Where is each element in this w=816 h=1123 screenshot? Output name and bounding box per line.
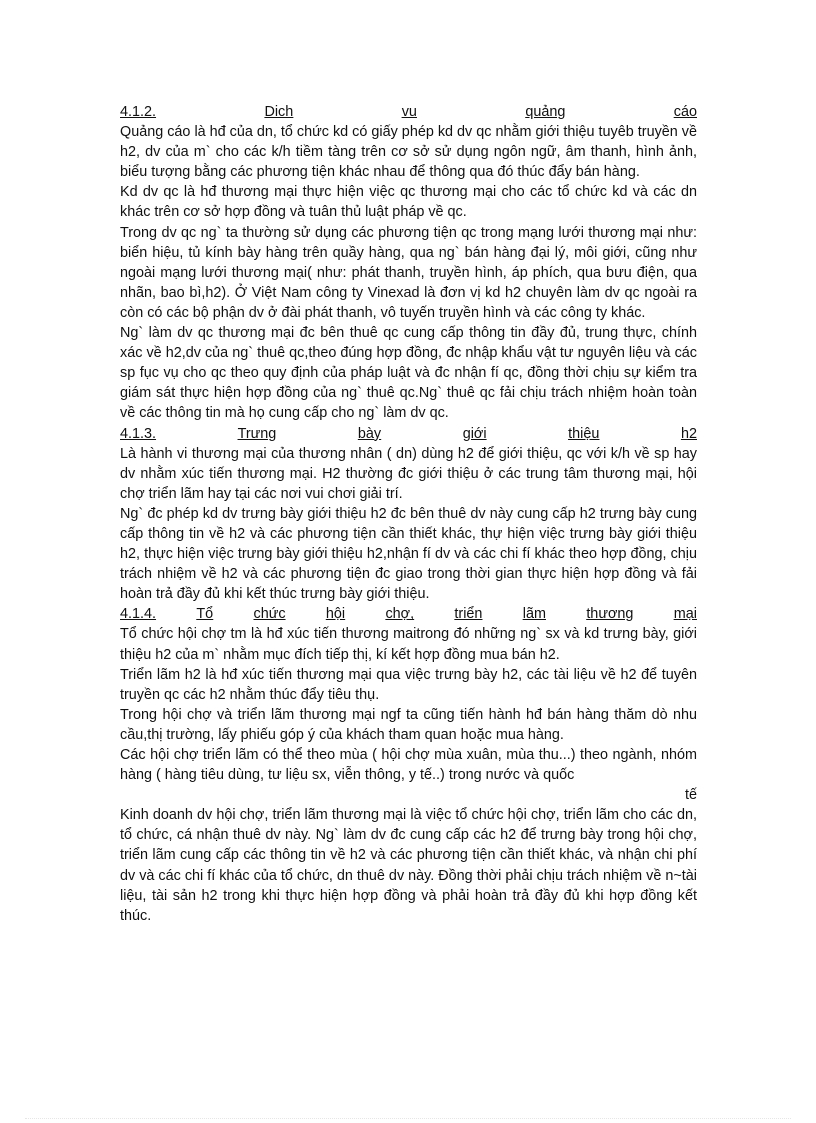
paragraph: Các hội chợ triển lãm có thể theo mùa ( hội chợ mùa xuân, mùa thu...) theo ngành, nhóm hàng ( hàng tiêu dùng, tư liệu sx, viễn thông, y tế..) trong nước và quốc <box>120 747 697 784</box>
paragraph: Trong dv qc ng` ta thường sử dụng các phương tiện qc trong mạng lưới thương mại như: biển hiệu, tủ kính bày hàng trên quầy hàng, qua ng` bán hàng đại lý, môi giới, cũng như ngoài mạng lưới thương mại( như: phát thanh, truyền hình, áp phích, qua bưu điện, qua nhãn, bao bì,h2). Ở Việt Nam công ty Vinexad là đơn vị kd h2 chuyên làm dv qc ngoài ra còn có các bộ phận dv ở đài phát thanh, vô tuyến truyền hình và các công ty khác. <box>120 224 697 321</box>
paragraph: Quảng cáo là hđ của dn, tổ chức kd có giấy phép kd dv qc nhằm giới thiệu tuyêb truyền về h2, dv của m` cho các k/h tiềm tàng trên cơ sở sử dụng ngôn ngữ, âm thanh, hình ảnh, biểu tượng bằng các phương tiện khác nhau để thông qua đó thúc đẩy bán hàng. <box>120 124 697 181</box>
heading-word: Trưng <box>237 425 277 442</box>
heading-word: 4.1.4. <box>120 606 157 623</box>
heading-word: Dich <box>264 104 294 120</box>
heading-word: chợ, <box>385 606 415 623</box>
paragraph: Kd dv qc là hđ thương mại thực hiện việc qc thương mại cho các tổ chức kd và các dn khác trên cơ sở hợp đồng và tuân thủ luật pháp về qc. <box>120 184 697 221</box>
heading-word: triển <box>454 606 483 623</box>
paragraph: Tổ chức hội chợ tm là hđ xúc tiến thương maitrong đó những ng` sx và kd trưng bày, giới thiệu h2 của m` nhằm mục đích tiếp thị, kí kết hợp đồng mua bán h2. <box>120 626 697 663</box>
heading-word: cáo <box>673 104 697 120</box>
heading-word: hội <box>325 606 346 623</box>
paragraph: Kinh doanh dv hội chợ, triển lãm thương mại là việc tổ chức hội chợ, triển lãm cho các dn, tổ chức, cá nhận thuê dv này. Ng` làm dv đc cung cấp các h2 để trưng bày trong hội chợ, triển lãm cung cấp các thông tin về h2 và các phương tiện cần thiết khác, và nhận chi phí dv và các chi fí khác của tổ chức, dn thuê dv này. Đồng thời phải chịu trách nhiệm về n~tài liệu, tài sản h2 trong khi thực hiện hợp đồng và phải hoàn trả đầy đủ khi hợp đồng kết thúc. <box>120 807 697 924</box>
section-heading-4-1-2 <box>120 102 697 122</box>
section-heading-4-1-4 <box>120 604 697 624</box>
heading-word: 4.1.3. <box>120 425 157 442</box>
heading-word: 4.1.2. <box>120 104 157 120</box>
section-heading-4-1-3 <box>120 424 697 444</box>
paragraph: Triển lãm h2 là hđ xúc tiến thương mại qua việc trưng bày h2, các tài liệu về h2 để tuyên truyền qc các h2 nhằm thúc đẩy tiêu thụ. <box>120 666 697 703</box>
paragraph: Ng` đc phép kd dv trưng bày giới thiệu h2 đc bên thuê dv này cung cấp h2 trưng bày cung cấp thông tin về h2 và các phương tiện cần thiết khác, thự hiện việc trưng bày giới thiệu h2, thực hiện việc trưng bày giới thiệu h2,nhận fí dv và các chi fí khác theo hợp đồng, chịu trách nhiệm về h2 và các phương tiện đc giao trong thời gian thực hiện hợp đồng và fải hoàn trả đầy đủ khi kết thúc trưng bày giới thiệu. <box>120 505 697 603</box>
heading-word: quảng <box>525 104 566 120</box>
document-page <box>120 102 697 926</box>
paragraph: Ng` làm dv qc thương mại đc bên thuê qc cung cấp thông tin đầy đủ, trung thực, chính xác về h2,dv của ng` thuê qc,theo đúng hợp đồng, đc nhập khẩu vật tư nguyên liệu và các sp fục vụ cho qc theo quy định của pháp luật và đc nhận fí qc, đồng thời chịu sự kiểm tra giám sát thực hiện hợp đồng của ng` thuê qc.Ng` thuê qc fải chịu trách nhiệm hoàn toàn về các thông tin mà họ cung cấp cho ng` làm dv qc. <box>120 325 697 422</box>
paragraph: tế <box>684 787 697 804</box>
heading-word: chức <box>253 606 286 623</box>
page-bottom-divider <box>25 1118 791 1119</box>
heading-word: Tổ <box>196 606 214 623</box>
heading-word: lãm <box>522 606 546 623</box>
heading-word: giới <box>462 425 487 442</box>
heading-word: thiệu <box>568 425 600 442</box>
heading-word: mại <box>673 606 697 623</box>
heading-word: bày <box>357 425 382 442</box>
paragraph: Là hành vi thương mại của thương nhân ( dn) dùng h2 để giới thiệu, qc với k/h về sp hay dv nhằm xúc tiến thương mại. H2 thường đc giới thiệu ở các trung tâm thương mại, hội chợ triển lãm hay tại các nơi vui chơi giải trí. <box>120 445 697 502</box>
paragraph: Trong hội chợ và triển lãm thương mại ngf ta cũng tiến hành hđ bán hàng thăm dò nhu cầu,thị trường, lấy phiếu góp ý của khách tham quan hoặc mua hàng. <box>120 706 697 743</box>
heading-word: thương <box>586 606 634 623</box>
heading-word: h2 <box>680 425 697 442</box>
heading-word: vu <box>401 104 417 120</box>
